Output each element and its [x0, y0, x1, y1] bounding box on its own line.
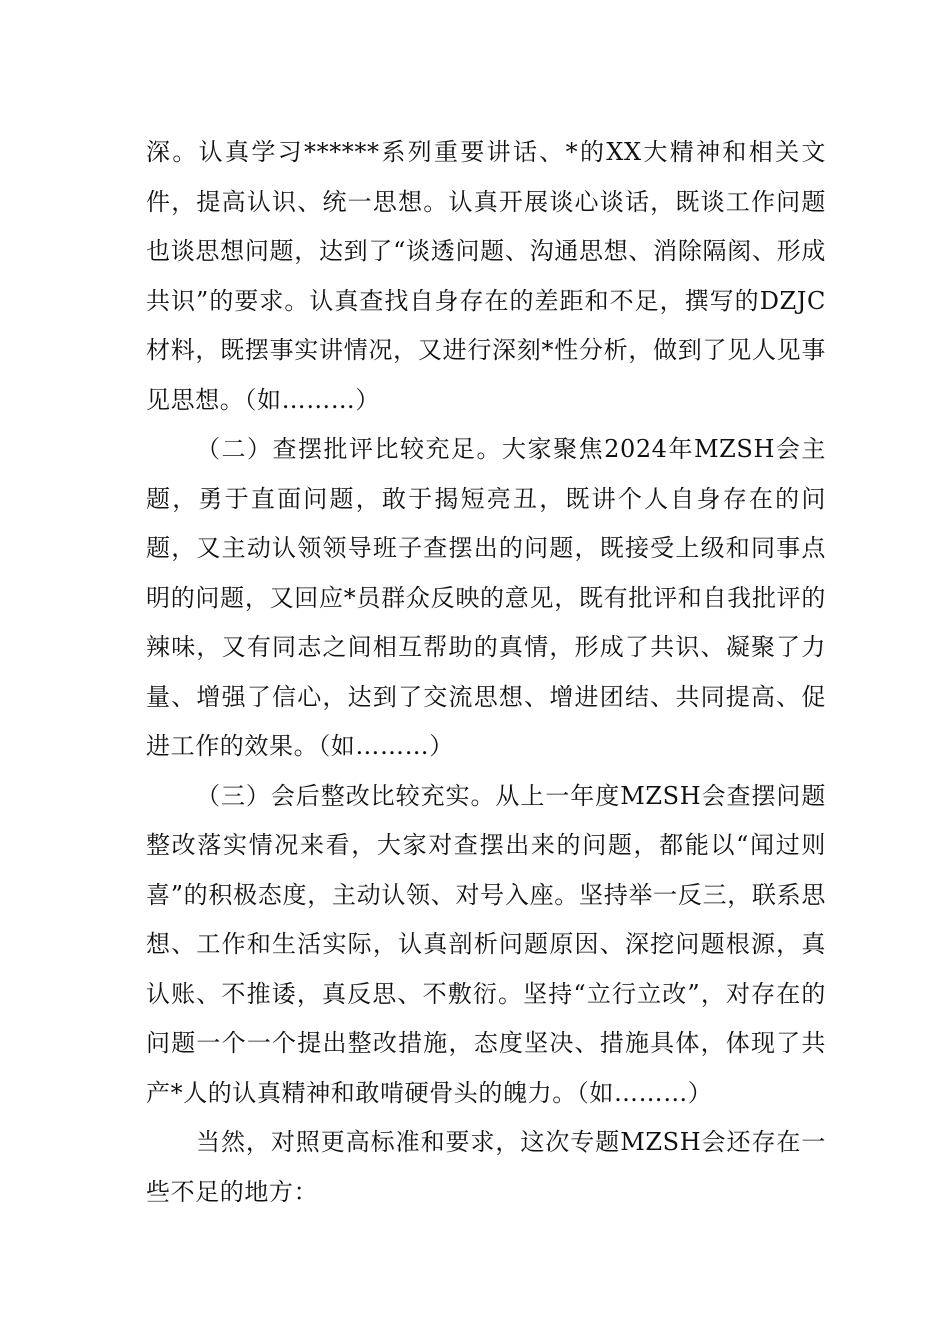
paragraph-shortcomings: 当然，对照更高标准和要求，这次专题MZSH会还存在一些不足的地方：	[146, 1128, 826, 1206]
paragraph-section-2: （二）查摆批评比较充足。大家聚焦2024年MZSH会主题，勇于直面问题，敢于揭短亮丑，既讲个人自身存在的问题，又主动认领领导班子查摆出的问题，既接受上级和同事点明的问题，又回应*员群众反映的意见，既有批评和自我批评的辣味，又有同志之间相互帮助的真情，形成了共识、凝聚了力量、增强了信心，达到了交流思想、增进团结、共同提高、促进工作的效果。（如………）	[146, 435, 826, 760]
document-page	[146, 128, 826, 1217]
paragraph-continuation: 深。认真学习******系列重要讲话、*的XX大精神和相关文件，提高认识、统一思想。认真开展谈心谈话，既谈工作问题也谈思想问题，达到了“谈透问题、沟通思想、消除隔阂、形成共识”的要求。认真查找自身存在的差距和不足，撰写的DZJC材料，既摆事实讲情况，又进行深刻*性分析，做到了见人见事见思想。（如………）	[146, 138, 826, 414]
paragraph-section-3: （三）会后整改比较充实。从上一年度MZSH会查摆问题整改落实情况来看，大家对查摆出来的问题，都能以“闻过则喜”的积极态度，主动认领、对号入座。坚持举一反三，联系思想、工作和生活实际，认真剖析问题原因、深挖问题根源，真认账、不推诿，真反思、不敷衍。坚持“立行立改”，对存在的问题一个一个提出整改措施，态度坚决、措施具体，体现了共产*人的认真精神和敢啃硬骨头的魄力。（如………）	[146, 781, 826, 1107]
